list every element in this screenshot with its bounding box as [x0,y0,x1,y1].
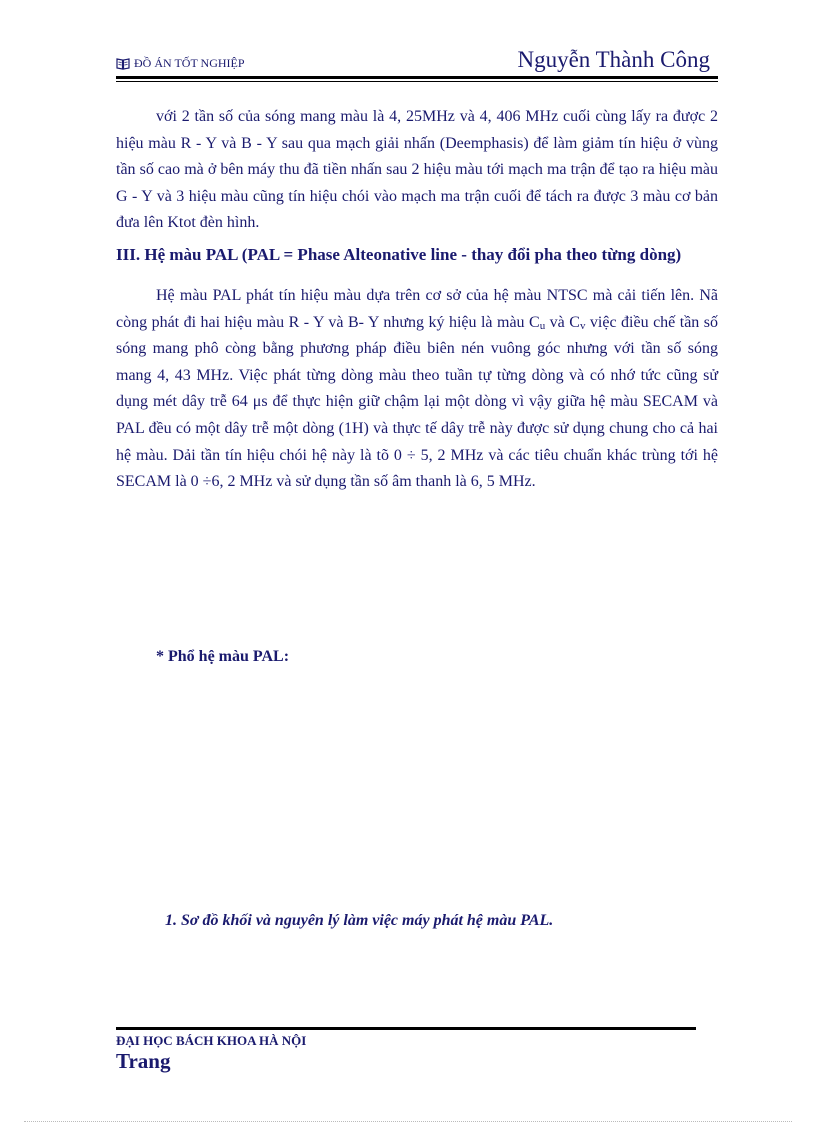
footer-page-label: Trang [116,1049,171,1073]
paragraph-2-text-b: và C [545,313,580,331]
paragraph-1: với 2 tần số của sóng mang màu là 4, 25MHz và 4, 406 MHz cuối cùng lấy ra được 2 hiệu màu R - Y và B - Y sau qua mạch giải nhấn (Deemphasis) để làm giảm tín hiệu ở vùng tần số cao mà ở bên máy thu đã tiền nhấn sau 2 hiệu màu tới mạch ma trận để tạo ra hiệu màu G - Y và 3 hiệu màu cũng tín hiệu chói vào mạch ma trận cuối để tách ra được 3 màu cơ bản đưa lên Ktot đèn hình. [116,108,718,232]
header-author: Nguyễn Thành Công [517,47,710,72]
page-edge [24,1121,792,1122]
footer-school: ĐẠI HỌC BÁCH KHOA HÀ NỘI [116,1033,307,1048]
paragraph-2-text-a: Hệ màu PAL phát tín hiệu màu dựa trên cơ sở của hệ màu NTSC mà cải tiến lên. Nã còng phát đi hai hiệu màu R - Y và B- Y nhưng ký hiệu là màu C [116,286,718,331]
page-header [116,46,718,80]
header-rule [116,76,718,79]
paragraph-2 [116,283,718,496]
subsection-heading-1: 1. Sơ đồ khối và nguyên lý làm việc máy phát hệ màu PAL. [165,912,554,929]
header-title: ĐỒ ÁN TỐT NGHIỆP [134,56,245,70]
spectrum-heading: * Phổ hệ màu PAL: [156,648,290,665]
subscript-v: v [579,319,586,332]
footer-rule [116,1027,696,1030]
paragraph-2-text-c: việc điều chế tần số sóng mang phô còng bằng phương pháp điều biên nén vuông góc nhưng với tần số sóng mang 4, 43 MHz. Việc phát từng dòng màu theo tuần tự từng dòng và có nhớ tức cũng sử dụng mét dây trễ 64 μs để thực hiện giữ chậm lại một dòng vì vậy giữa hệ màu SECAM và PAL đều có một dây trễ một dòng (1H) và thực tế dây trễ này được sử dụng chung cho cả hai hệ màu. Dải tần tín hiệu chói hệ này là tõ 0 ÷ 5, 2 MHz và các tiêu chuẩn khác trùng tới hệ SECAM là 0 ÷6, 2 MHz và sử dụng tần số âm thanh là 6, 5 MHz. [116,313,719,491]
open-book-icon [116,58,130,70]
header-rule-thin [116,81,718,82]
section-heading-pal: III. Hệ màu PAL (PAL = Phase Alteonative line - thay đổi pha theo từng dòng) [116,244,682,264]
header-left [116,56,245,71]
subscript-u: u [539,319,546,332]
document-body [116,104,718,496]
